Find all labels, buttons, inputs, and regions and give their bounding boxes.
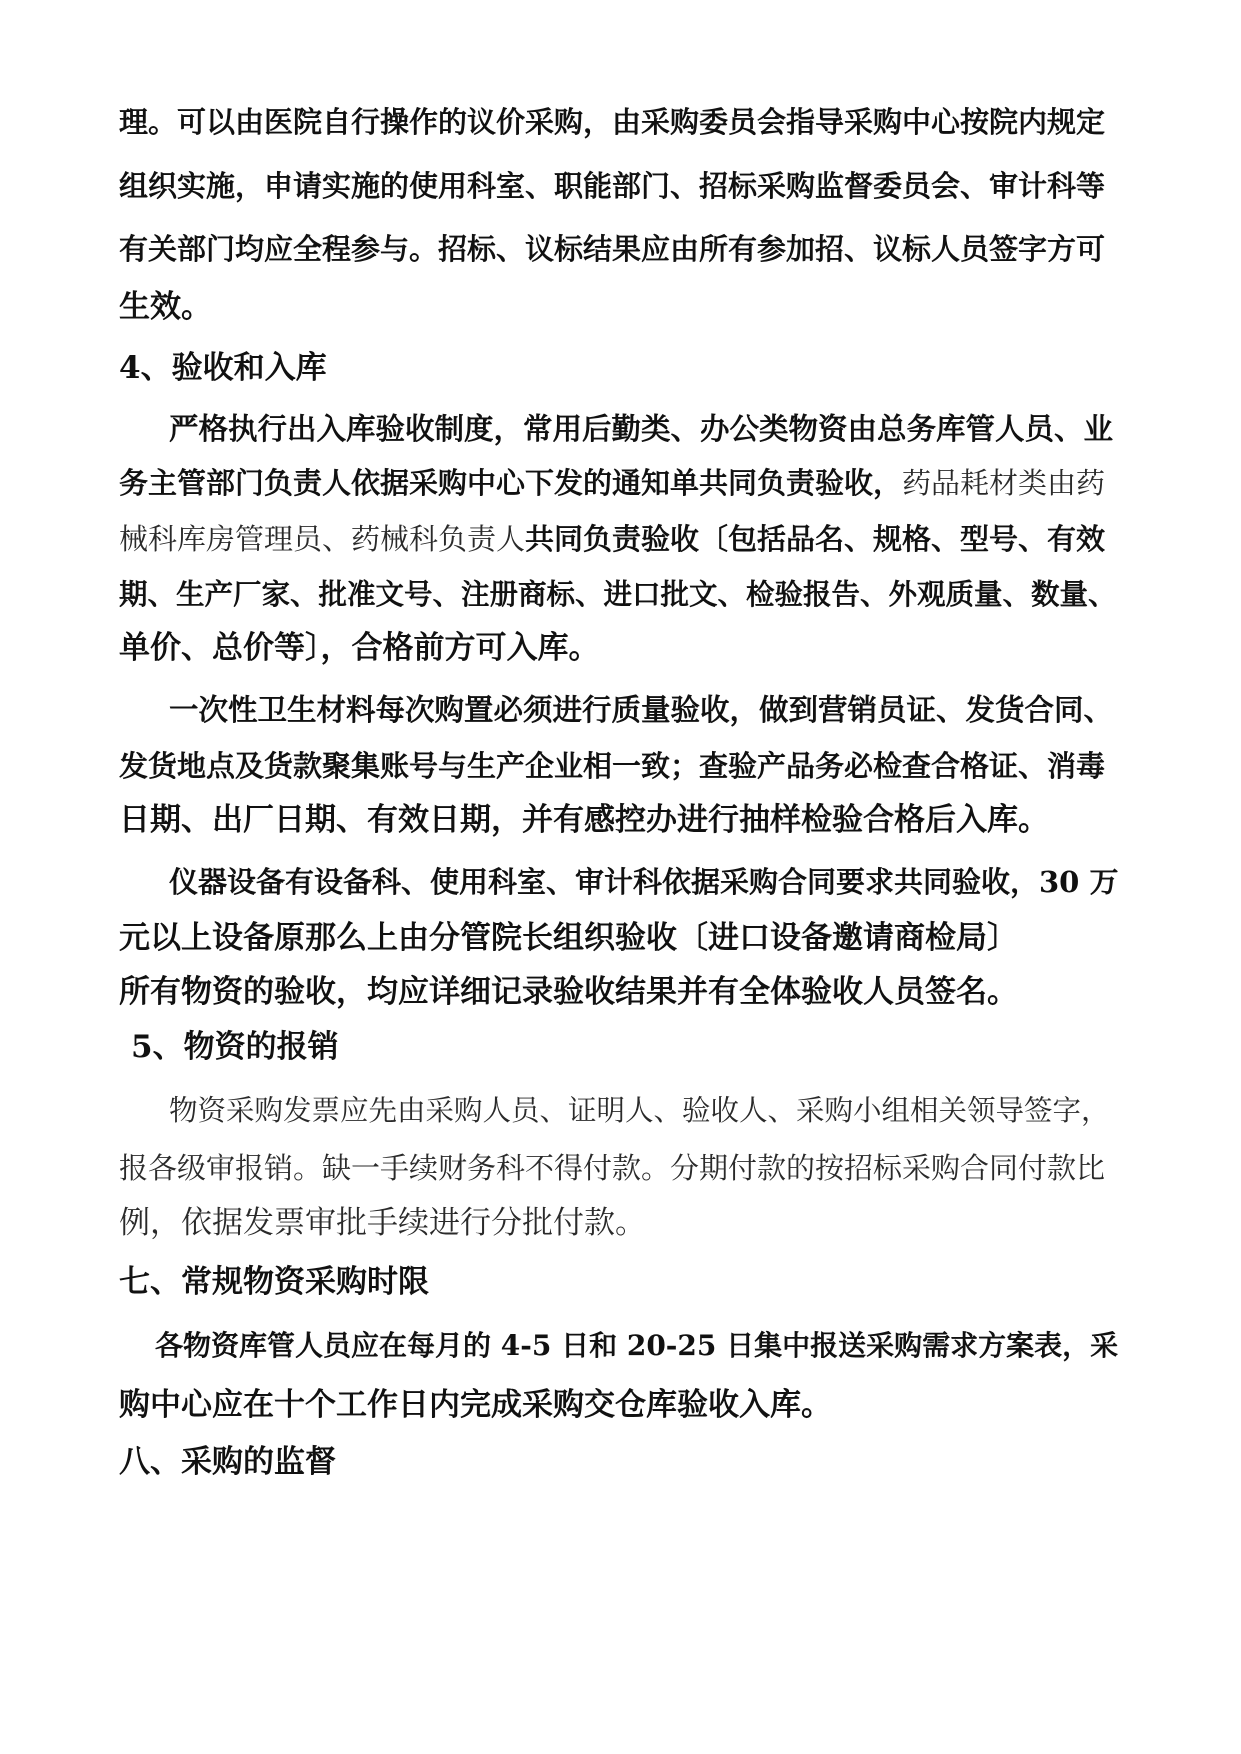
paragraph-line: 生效。 [119,289,212,325]
paragraph-line: 物资采购发票应先由采购人员、证明人、验收人、采购小组相关领导签字， [169,1094,1110,1127]
paragraph-line: 发货地点及货款聚集账号与生产企业相一致；查验产品务必检查合格证、消毒 [119,749,1106,783]
section-heading: 5、物资的报销 [131,1029,339,1065]
paragraph-line: 例，依据发票审批手续进行分批付款。 [119,1205,646,1241]
section-heading: 七、常规物资采购时限 [119,1264,429,1300]
paragraph-line: 仪器设备有设备科、使用科室、审计科依据采购合同要求共同验收，30 万 [169,865,1119,899]
section-heading: 八、采购的监督 [119,1444,336,1480]
paragraph-line: 各物资库管人员应在每月的 4-5 日和 20-25 日集中报送采购需求方案表，采 [155,1329,1119,1362]
section-heading: 4、验收和入库 [119,350,327,386]
paragraph-line: 严格执行出入库验收制度，常用后勤类、办公类物资由总务库管人员、业 [169,411,1114,446]
paragraph-line: 报各级审报销。缺一手续财务科不得付款。分期付款的按招标采购合同付款比 [119,1151,1106,1185]
paragraph-line: 期、生产厂家、批准文号、注册商标、进口批文、检验报告、外观质量、数量、 [119,577,1117,611]
paragraph-line: 组织实施，申请实施的使用科室、职能部门、招标采购监督委员会、审计科等 [119,169,1106,203]
paragraph-line: 一次性卫生材料每次购置必须进行质量验收，做到营销员证、发货合同、 [169,692,1114,727]
paragraph-line: 械科库房管理员、药械科负责人共同负责验收〔包括品名、规格、型号、有效 [119,522,1106,556]
paragraph-line: 日期、出厂日期、有效日期，并有感控办进行抽样检验合格后入库。 [119,802,1049,838]
paragraph-line: 元以上设备原那么上由分管院长组织验收〔进口设备邀请商检局〕 [119,920,1018,956]
paragraph-line: 有关部门均应全程参与。招标、议标结果应由所有参加招、议标人员签字方可 [119,232,1106,266]
paragraph-line: 单价、总价等〕，合格前方可入库。 [119,630,600,666]
paragraph-line: 理。可以由医院自行操作的议价采购，由采购委员会指导采购中心按院内规定 [119,105,1106,139]
paragraph-line: 购中心应在十个工作日内完成采购交仓库验收入库。 [119,1387,832,1423]
paragraph-line: 所有物资的验收，均应详细记录验收结果并有全体验收人员签名。 [119,974,1018,1010]
paragraph-line: 务主管部门负责人依据采购中心下发的通知单共同负责验收，药品耗材类由药 [119,466,1106,500]
